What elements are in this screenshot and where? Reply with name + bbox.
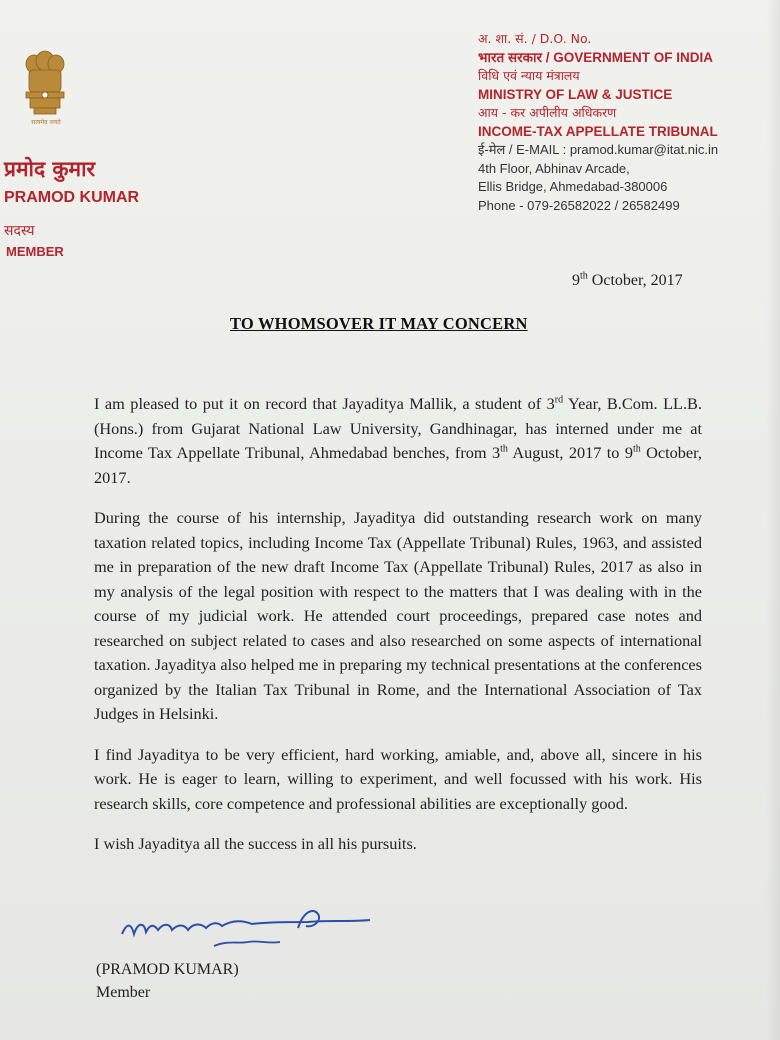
do-number: अ. शा. सं. / D.O. No. [478,31,592,46]
p1-text-b: Year, B.Com. LL.B. (Hons.) from Gujarat National Law University, Gandhinagar, has interned under me at Income Tax Appellate Tribunal, Ahmedabad benches, from 3 [94,394,702,462]
signatory-name: (PRAMOD KUMAR) [96,961,239,978]
address-line-1: 4th Floor, Abhinav Arcade, [478,160,630,176]
p1-text-c: August, 2017 to 9 [507,443,633,462]
sender-role-hindi: सदस्य [4,223,35,239]
sender-name: PRAMOD KUMAR [4,189,140,206]
letter-title: TO WHOMSOVER IT MAY CONCERN [230,314,528,333]
government-label: भारत सरकार / GOVERNMENT OF INDIA [478,49,713,65]
address-line-2: Ellis Bridge, Ahmedabad-380006 [478,179,668,194]
signature-icon [118,900,378,956]
p1-sup-b: th [500,443,508,455]
sender-role: MEMBER [6,244,64,259]
date-day: 9 [572,272,580,289]
p1-text-d: October, 2017. [94,443,703,487]
p1-sup-a: rd [554,394,564,406]
letter-date [572,272,683,290]
letterhead-block [478,30,718,215]
ministry-hindi: विधि एवं न्याय मंत्रालय [478,68,580,83]
letter-body [94,392,702,873]
closing-block [96,958,239,1004]
page-edge-shadow [766,0,780,1040]
date-suffix: th [580,270,588,282]
date-rest: October, 2017 [587,272,683,289]
emblem-motto: सत्यमेव जयते [31,119,61,126]
paragraph-2: During the course of his internship, Jayaditya did outstanding research work on many taxation related topics, including Income Tax (Appellate Tribunal) Rules, 1963, and assisted me in preparation of the new draft Income Tax (Appellate Tribunal) Rules, 2017 as also in my analysis of the legal position with respect to the matters that I was dealing with in the course of my judicial work. He attended court proceedings, prepared case notes and researched on subject related to cases and also researched on some aspects of international taxation. Jayaditya also helped me in preparing my technical presentations at the conferences organized by the Italian Tax Tribunal in Rome, and the International Association of Tax Judges in Helsinki. [94,508,702,723]
p1-sup-c: th [632,443,641,455]
p1-text-a: I am pleased to put it on record that Jayaditya Mallik, a student of 3 [94,394,555,413]
sender-block [4,155,139,259]
sender-name-hindi: प्रमोद कुमार [4,157,96,181]
ministry-label: MINISTRY OF LAW & JUSTICE [478,86,673,102]
paragraph-4: I wish Jayaditya all the success in all his pursuits. [94,834,417,853]
signatory-designation: Member [96,984,151,1001]
tribunal-hindi: आय - कर अपीलीय अधिकरण [478,105,617,120]
national-emblem-icon [20,50,70,128]
phone-line: Phone - 079-26582022 / 26582499 [478,197,680,213]
paragraph-3: I find Jayaditya to be very efficient, hard working, amiable, and, above all, sincere in his work. He is eager to learn, willing to experiment, and well focussed with his work. His research skills, core competence and professional abilities are exceptionally good. [94,744,702,813]
email-line: ई-मेल / E-MAIL : pramod.kumar@itat.nic.in [478,142,719,157]
tribunal-label: INCOME-TAX APPELLATE TRIBUNAL [478,123,718,139]
paragraph-1 [94,392,702,490]
